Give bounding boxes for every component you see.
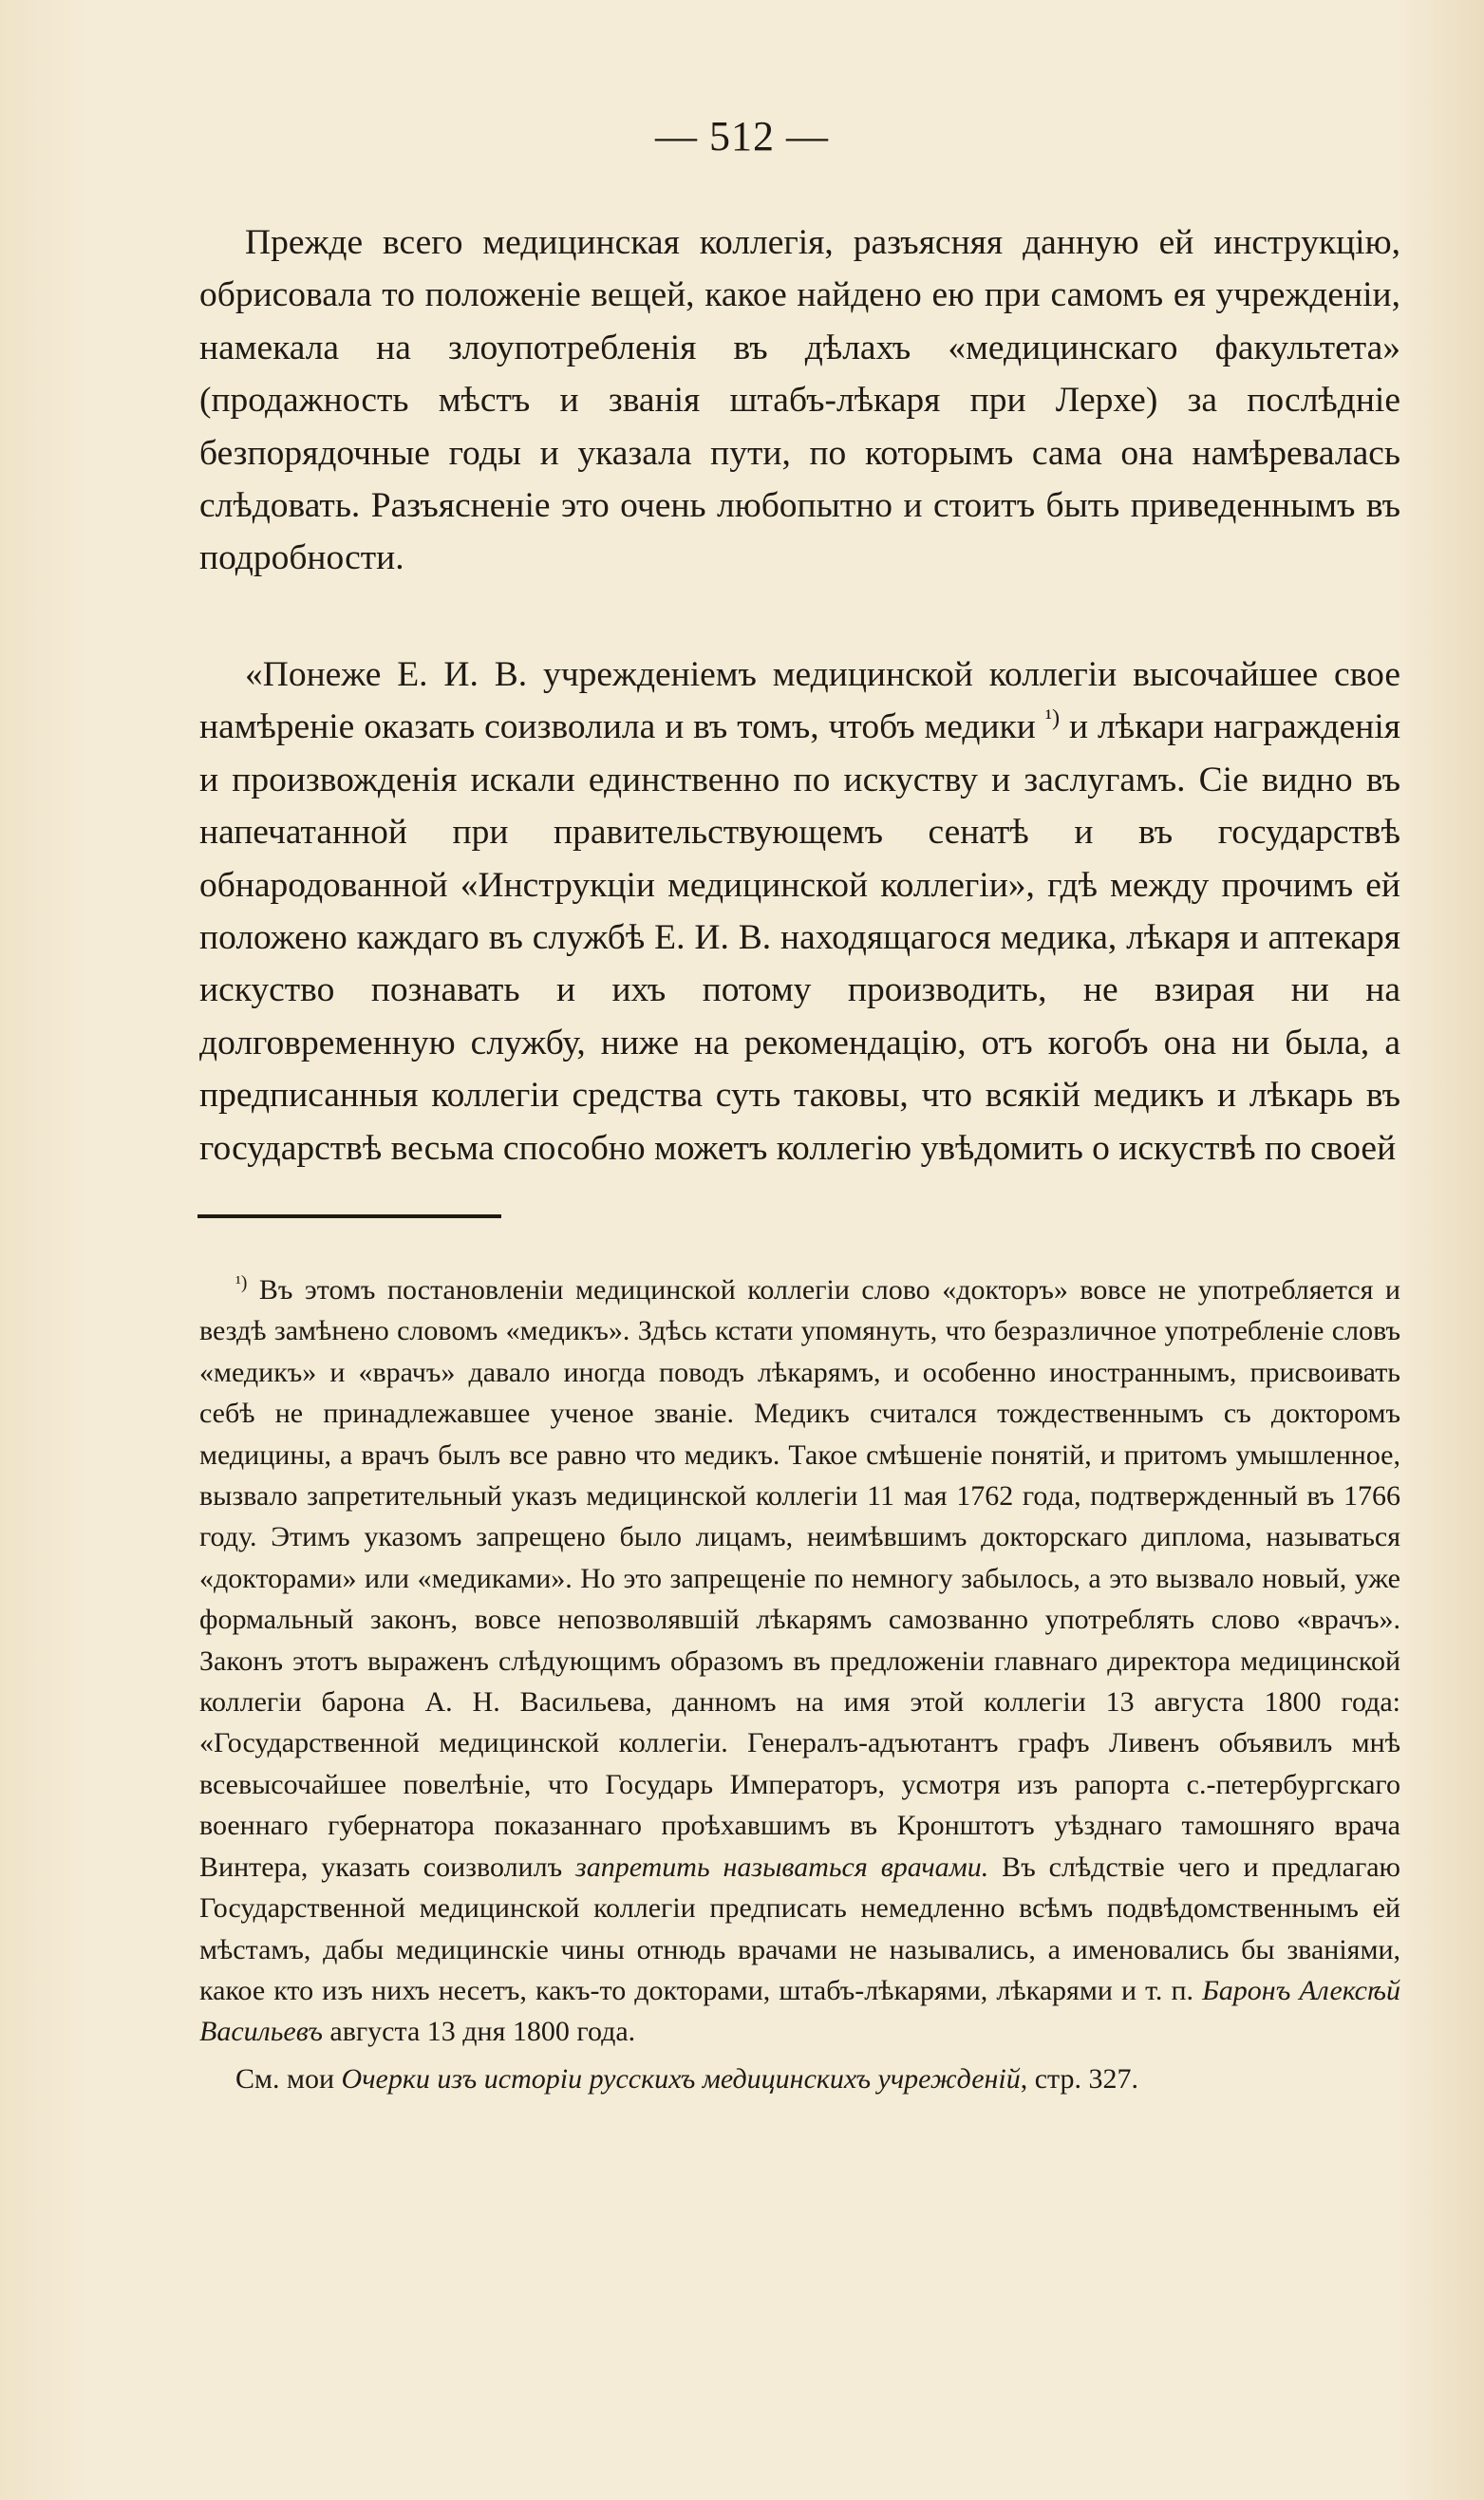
footnote-mark: ¹) — [235, 1273, 248, 1293]
page-number: — 512 — — [655, 113, 829, 160]
paragraph — [199, 648, 1400, 1175]
footnote-signature: Баронъ Алексѣй Васильевъ — [199, 1974, 1401, 2048]
see-also-title: Очерки изъ исторіи русскихъ медицинскихъ учрежденій — [341, 2062, 1021, 2095]
footnote-divider — [197, 1214, 501, 1218]
footnote-emphasis: запретить называться врачами. — [574, 1851, 989, 1883]
see-also-prefix: См. мои — [235, 2062, 342, 2095]
see-also-suffix: , стр. 327. — [1020, 2062, 1139, 2095]
main-text-block-2 — [199, 648, 1400, 1175]
footnote-date: августа 13 дня 1800 года. — [322, 2016, 636, 2048]
see-also-reference — [199, 2058, 1400, 2099]
footnote-reference[interactable]: ¹) — [1044, 705, 1061, 731]
paragraph: Прежде всего медицинская коллегія, разъясняя данную ей инструкцію, обрисовала то положеніе вещей, какое найдено ею при самомъ ея учрежденіи, намекала на злоупотребленія въ дѣлахъ «медицинскаго факультета» (продажность мѣстъ и званія штабъ-лѣкаря при Лерхе) за послѣдніе безпорядочные годы и указала пути, по которымъ сама она намѣревалась слѣдовать. Разъясненіе это очень любопытно и стоитъ быть приведеннымъ въ подробности. — [199, 223, 1400, 578]
quote-text: «Понеже Е. И. В. учрежденіемъ медицинской коллегіи высочайшее свое намѣреніе оказать соизволила и въ томъ, чтобъ медики — [199, 655, 1400, 747]
footnote-text: Въ этомъ постановленіи медицинской коллегіи слово «докторъ» вовсе не употребляется и вездѣ замѣнено словомъ «медикъ». Здѣсь кстати упомянуть, что безразличное употребленіе словъ «медикъ» и «врачъ» давало иногда поводъ лѣкарямъ, и особенно иностраннымъ, присвоивать себѣ не принадлежавшее ученое званіе. Медикъ считался тождественнымъ съ докторомъ медицины, а врачъ былъ все равно что медикъ. Такое смѣшеніе понятій, и притомъ умышленное, вызвало запретительный указъ медицинской коллегіи 11 мая 1762 года, подтвержденный въ 1766 году. Этимъ указомъ запрещено было лицамъ, неимѣвшимъ докторскаго диплома, называться «докторами» или «медиками». Но это запрещеніе по немногу забылось, а это вызвало новый, уже формальный законъ, вовсе непозволявшій лѣкарямъ самозванно употреблять слово «врачъ». Законъ этотъ выраженъ слѣдующимъ образомъ въ предложеніи главнаго директора медицинской коллегіи барона А. Н. Васильева, данномъ на имя этой коллегіи 13 августа 1800 года: «Государственной медицинской коллегіи. Генералъ-адъютантъ графъ Ливенъ объявилъ мнѣ всевысочайшее повелѣніе, что Государь Императоръ, усмотря изъ рапорта с.-петербургскаго военнаго губернатора показаннаго проѣхавшимъ въ Кронштотъ уѣзднаго тамошняго врача Винтера, указать соизволилъ — [199, 1274, 1400, 1883]
footnote-text-continued: Въ слѣдствіе чего и предлагаю Государственной медицинской коллегіи предписать немедленно всѣмъ подвѣдомственнымъ ей мѣстамъ, дабы медицинскіе чины отнюдь врачами не назывались, а именовались бы званіями, какое кто изъ нихъ несетъ, какъ-то докторами, штабъ-лѣкарями, лѣкарями и т. п. — [199, 1851, 1400, 2006]
footnote — [199, 1269, 1400, 2053]
footnotes-section — [199, 1269, 1400, 2099]
main-text-block-1 — [199, 216, 1400, 585]
quote-text-continued: и лѣкари награжденія и произвожденія искали единственно по искуству и заслугамъ. Сіе видно въ напечатанной при правительствующемъ сенатѣ и въ государствѣ обнародованной «Инструкціи медицинской коллегіи», гдѣ между прочимъ ей положено каждаго въ службѣ Е. И. В. находящагося медика, лѣкаря и аптекаря искуство познавать и ихъ потому производить, не взирая ни на долговременную службу, ниже на рекомендацію, отъ когобъ она ни была, а предписанныя коллегіи средства суть таковы, что всякій медикъ и лѣкарь въ государствѣ весьма способно можетъ коллегію увѣдомить о искуствѣ по своей — [199, 707, 1400, 1168]
